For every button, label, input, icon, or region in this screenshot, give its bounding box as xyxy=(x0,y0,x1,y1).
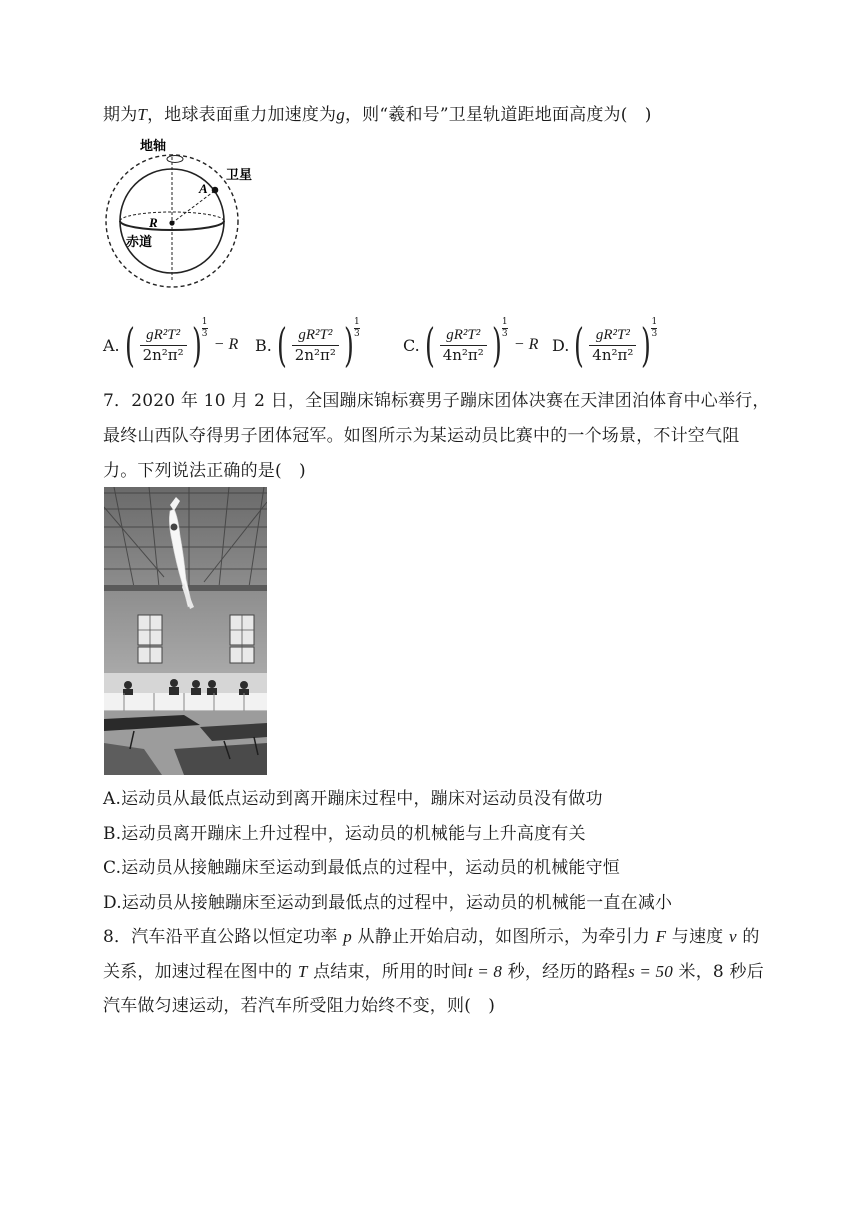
option-b[interactable] xyxy=(255,314,366,376)
q7-stem-line-2: 最终山西队夺得男子团体冠军。如图所示为某运动员比赛中的一个场景，不计空气阻 xyxy=(103,426,740,446)
satellite-label: 卫星 xyxy=(226,167,253,182)
option-label: D. xyxy=(552,335,570,355)
point-t-symbol: T xyxy=(297,962,308,981)
right-paren: ) xyxy=(641,318,652,372)
q7-choice-b[interactable]: B.运动员离开蹦床上升过程中，运动员的机械能与上升高度有关 xyxy=(103,824,586,844)
left-paren: ( xyxy=(124,318,135,372)
equator-label: 赤道 xyxy=(126,234,153,249)
fraction-denominator: 4n²π² xyxy=(592,345,634,364)
fraction xyxy=(292,326,339,365)
q7-choice-c[interactable]: C.运动员从接触蹦床至运动到最低点的过程中，运动员的机械能守恒 xyxy=(103,858,621,878)
option-c[interactable] xyxy=(403,314,538,376)
exponent: 1 3 xyxy=(501,317,508,339)
fraction xyxy=(589,326,636,365)
q6-intro-line xyxy=(103,103,652,127)
point-a-label: A xyxy=(199,181,208,196)
option-label: C. xyxy=(403,335,420,355)
rotation-arrow xyxy=(167,156,183,163)
earth-center-dot xyxy=(169,220,174,225)
fraction-denominator: 2n²π² xyxy=(294,345,336,364)
axis-label: 地轴 xyxy=(140,138,167,153)
fraction-numerator: gR²T² xyxy=(298,326,333,343)
distance-value: s = 50 xyxy=(628,962,673,981)
q7-choice-a[interactable]: A.运动员从最低点运动到离开蹦床过程中，蹦床对运动员没有做功 xyxy=(103,789,603,809)
left-paren: ( xyxy=(424,318,435,372)
left-paren: ( xyxy=(574,318,585,372)
option-tail: − R xyxy=(513,336,539,353)
satellite-dot xyxy=(212,187,219,194)
q8-stem-line-2: 关系，加速过程在图中的 T 点结束，所用的时间t = 8 秒，经历的路程s = 50 米，8 秒后 xyxy=(103,962,764,982)
force-symbol: F xyxy=(655,927,667,946)
time-value: t = 8 xyxy=(467,962,503,981)
option-label: B. xyxy=(255,335,272,355)
fraction-denominator: 2n²π² xyxy=(142,345,184,364)
left-paren: ( xyxy=(276,318,287,372)
q8-stem-line-1: 8．汽车沿平直公路以恒定功率 p 从静止开始启动，如图所示，为牵引力 F 与速度 v 的 xyxy=(103,927,760,947)
exponent: 1 3 xyxy=(353,317,360,339)
fraction-numerator: gR²T² xyxy=(595,326,630,343)
fraction xyxy=(440,326,487,365)
option-tail: − R xyxy=(213,336,239,353)
q6-intro-text: ，地球表面重力加速度为 xyxy=(147,105,337,125)
exponent: 1 3 xyxy=(201,317,208,339)
radius-label: R xyxy=(149,215,158,230)
option-a[interactable] xyxy=(103,314,238,376)
fraction-numerator: gR²T² xyxy=(446,326,481,343)
q6-gravity-symbol: g xyxy=(336,105,345,124)
right-paren: ) xyxy=(343,318,354,372)
right-paren: ) xyxy=(191,318,202,372)
fraction-numerator: gR²T² xyxy=(146,326,181,343)
q8-stem-line-3: 汽车做匀速运动，若汽车所受阻力始终不变，则( ) xyxy=(103,996,496,1016)
q7-stem-line-1: 7．2020 年 10 月 2 日，全国蹦床锦标赛男子蹦床团体决赛在天津团泊体育中心举行， xyxy=(103,391,770,411)
q7-choice-d[interactable]: D.运动员从接触蹦床至运动到最低点的过程中，运动员的机械能一直在减小 xyxy=(103,893,673,913)
earth-orbit-diagram xyxy=(104,135,274,295)
q6-intro-text: 期为 xyxy=(103,105,138,125)
option-d[interactable] xyxy=(552,314,663,376)
option-label: A. xyxy=(103,335,120,355)
q6-period-symbol: T xyxy=(137,105,148,124)
exponent: 1 3 xyxy=(651,317,658,339)
fraction xyxy=(140,326,187,365)
radius-line xyxy=(172,189,217,223)
velocity-symbol: v xyxy=(728,927,737,946)
power-symbol: p xyxy=(343,927,352,946)
q7-stem-line-3: 力。下列说法正确的是( ) xyxy=(103,461,306,481)
right-paren: ) xyxy=(491,318,502,372)
q6-intro-text: ，则“羲和号”卫星轨道距地面高度为( ) xyxy=(344,105,652,125)
trampoline-photo xyxy=(104,487,267,775)
fraction-denominator: 4n²π² xyxy=(442,345,484,364)
